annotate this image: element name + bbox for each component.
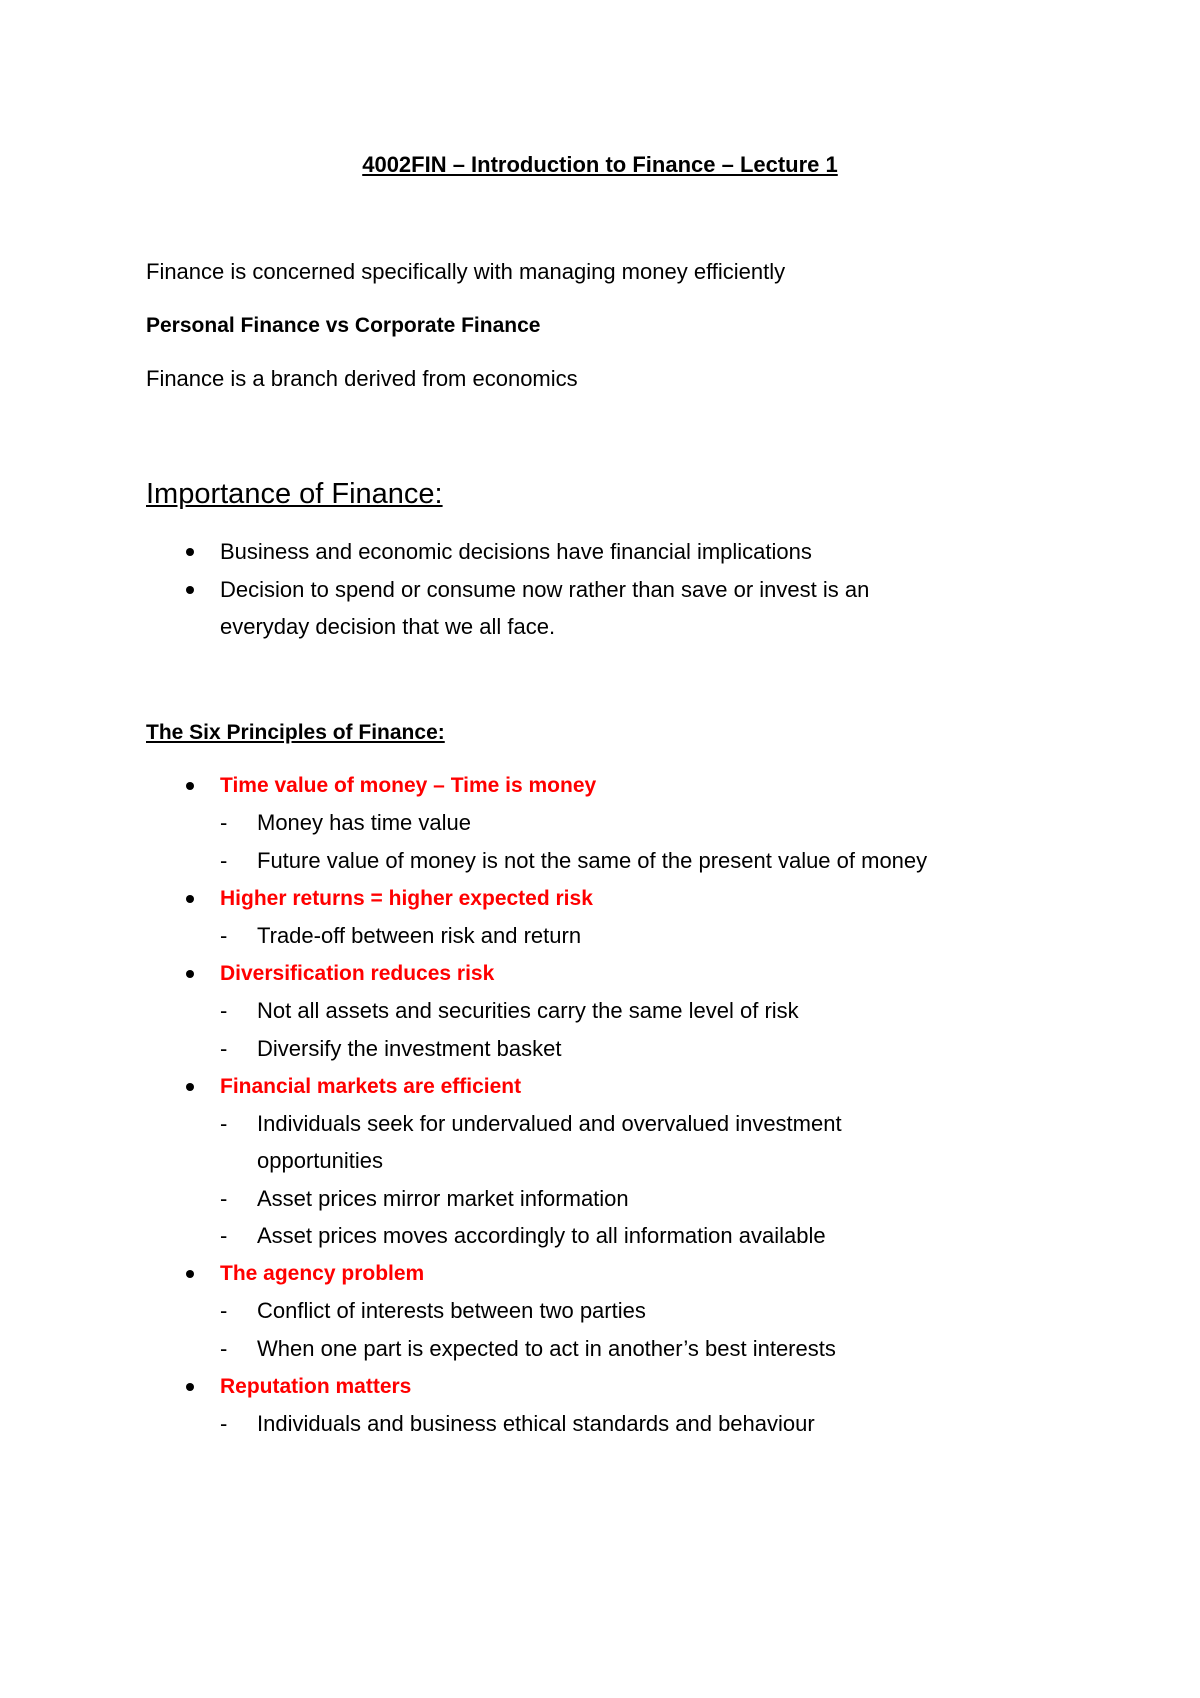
bullet-icon	[186, 895, 194, 903]
principle-6-sub-1: Individuals and business ethical standards and behaviour	[257, 1411, 815, 1436]
principle-4-sub-3: Asset prices moves accordingly to all information available	[257, 1223, 826, 1248]
importance-heading: Importance of Finance:	[146, 478, 443, 510]
principle-title-3: Diversification reduces risk	[220, 962, 495, 985]
intro-line-2: Personal Finance vs Corporate Finance	[146, 314, 541, 337]
dash-marker: -	[220, 1111, 228, 1136]
principle-4-sub-2: Asset prices mirror market information	[257, 1186, 629, 1211]
dash-marker: -	[220, 1186, 228, 1211]
principle-1-sub-2: Future value of money is not the same of the present value of money	[257, 848, 928, 873]
bullet-icon	[186, 548, 194, 556]
principle-title-6: Reputation matters	[220, 1375, 412, 1398]
bullet-icon	[186, 586, 194, 594]
dash-marker: -	[220, 923, 228, 948]
bullet-icon	[186, 970, 194, 978]
principle-2-sub-1: Trade-off between risk and return	[257, 923, 582, 948]
dash-marker: -	[220, 998, 228, 1023]
bullet-icon	[186, 1383, 194, 1391]
principle-title-5: The agency problem	[220, 1262, 425, 1285]
principle-5-sub-1: Conflict of interests between two parties	[257, 1298, 646, 1323]
document-title: 4002FIN – Introduction to Finance – Lecture 1	[362, 152, 838, 177]
principle-5-sub-2: When one part is expected to act in another’s best interests	[257, 1336, 836, 1361]
dash-marker: -	[220, 1223, 228, 1248]
dash-marker: -	[220, 1298, 228, 1323]
bullet-icon	[186, 1083, 194, 1091]
principles-heading: The Six Principles of Finance:	[146, 721, 445, 744]
principle-title-2: Higher returns = higher expected risk	[220, 887, 593, 910]
principle-1-sub-1: Money has time value	[257, 810, 471, 835]
dash-marker: -	[220, 1036, 228, 1061]
intro-line-3: Finance is a branch derived from economics	[146, 366, 578, 391]
dash-marker: -	[220, 1411, 228, 1436]
dash-marker: -	[220, 1336, 228, 1361]
principle-4-sub-1-continued: opportunities	[257, 1148, 383, 1173]
importance-bullet-2-continued: everyday decision that we all face.	[220, 614, 556, 639]
principle-title-4: Financial markets are efficient	[220, 1075, 522, 1098]
principle-4-sub-1: Individuals seek for undervalued and overvalued investment	[257, 1111, 842, 1136]
dash-marker: -	[220, 810, 228, 835]
principle-title-1: Time value of money – Time is money	[220, 774, 597, 797]
bullet-icon	[186, 1270, 194, 1278]
intro-line-1: Finance is concerned specifically with managing money efficiently	[146, 259, 786, 284]
dash-marker: -	[220, 848, 228, 873]
importance-bullet-1: Business and economic decisions have financial implications	[220, 539, 812, 564]
principle-3-sub-2: Diversify the investment basket	[257, 1036, 562, 1061]
principle-3-sub-1: Not all assets and securities carry the same level of risk	[257, 998, 799, 1023]
importance-bullet-2: Decision to spend or consume now rather than save or invest is an	[220, 577, 870, 602]
bullet-icon	[186, 782, 194, 790]
